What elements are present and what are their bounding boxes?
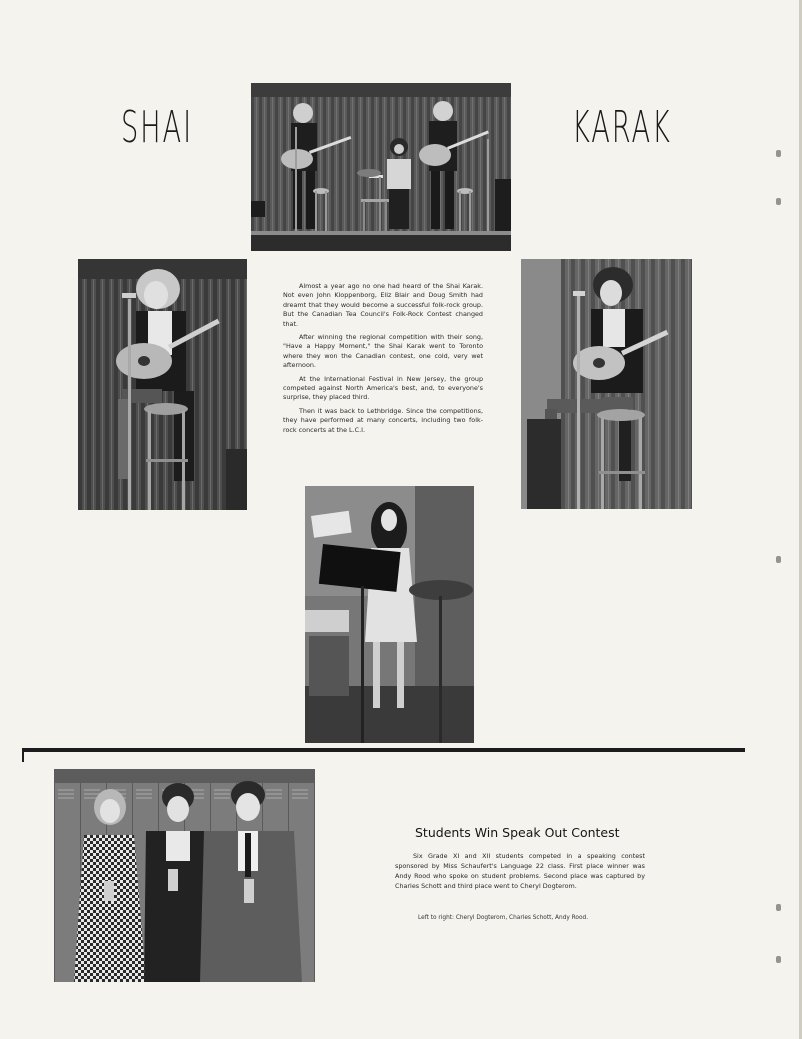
singer-with-guitar-photo — [78, 259, 247, 510]
binder-mark — [776, 556, 781, 563]
binder-mark — [776, 904, 781, 911]
binder-mark — [776, 956, 781, 963]
band-on-stage-photo — [251, 83, 511, 251]
story-paragraph: Almost a year ago no one had heard of the Shai Karak. Not even John Kloppenborg, Eliz Blair and Doug Smith had dreamt that they would become a successful folk-rock group. But the Canadian Tea Council's Folk-Rock Contest changed that. — [283, 282, 483, 328]
title-left-word: SHAI — [121, 102, 193, 153]
speak-out-headline: Students Win Speak Out Contest — [415, 825, 620, 840]
singer-at-music-stand-photo — [305, 486, 474, 743]
section-divider — [22, 748, 745, 752]
binder-mark — [776, 150, 781, 157]
band-on-stage-image — [251, 83, 511, 251]
guitarist-on-stool-photo — [521, 259, 692, 509]
shai-karak-story — [283, 282, 483, 439]
section-divider-tick — [22, 752, 24, 762]
guitarist-on-stool-image — [521, 259, 692, 509]
story-paragraph: After winning the regional competition with their song, "Have a Happy Moment," the Shai Karak went to Toronto where they won the Canadian contest, one cold, very wet afternoon. — [283, 333, 483, 370]
binder-mark — [776, 198, 781, 205]
story-paragraph: Then it was back to Lethbridge. Since the competitions, they have performed at many concerts, including two folk-rock concerts at the L.C.I. — [283, 406, 483, 434]
singer-at-music-stand-image — [305, 486, 474, 743]
title-right-word: KARAK — [572, 102, 672, 153]
story-paragraph: At the International Festival in New Jersey, the group competed against North America's best, and, to everyone's surprise, they placed third. — [283, 374, 483, 402]
singer-with-guitar-image — [78, 259, 247, 510]
speak-out-winners-photo — [54, 769, 315, 982]
speak-out-caption: Left to right: Cheryl Dogterom, Charles Schott, Andy Rood. — [418, 915, 589, 921]
speak-out-body: Six Grade XI and XII students competed in a speaking contest sponsored by Miss Schaufert's Language 22 class. First place winner was Andy Rood who spoke on student problems. Second place was captured by Charles Schott and third place went to Cheryl Dogterom. — [395, 852, 645, 890]
speak-out-winners-image — [54, 769, 315, 982]
